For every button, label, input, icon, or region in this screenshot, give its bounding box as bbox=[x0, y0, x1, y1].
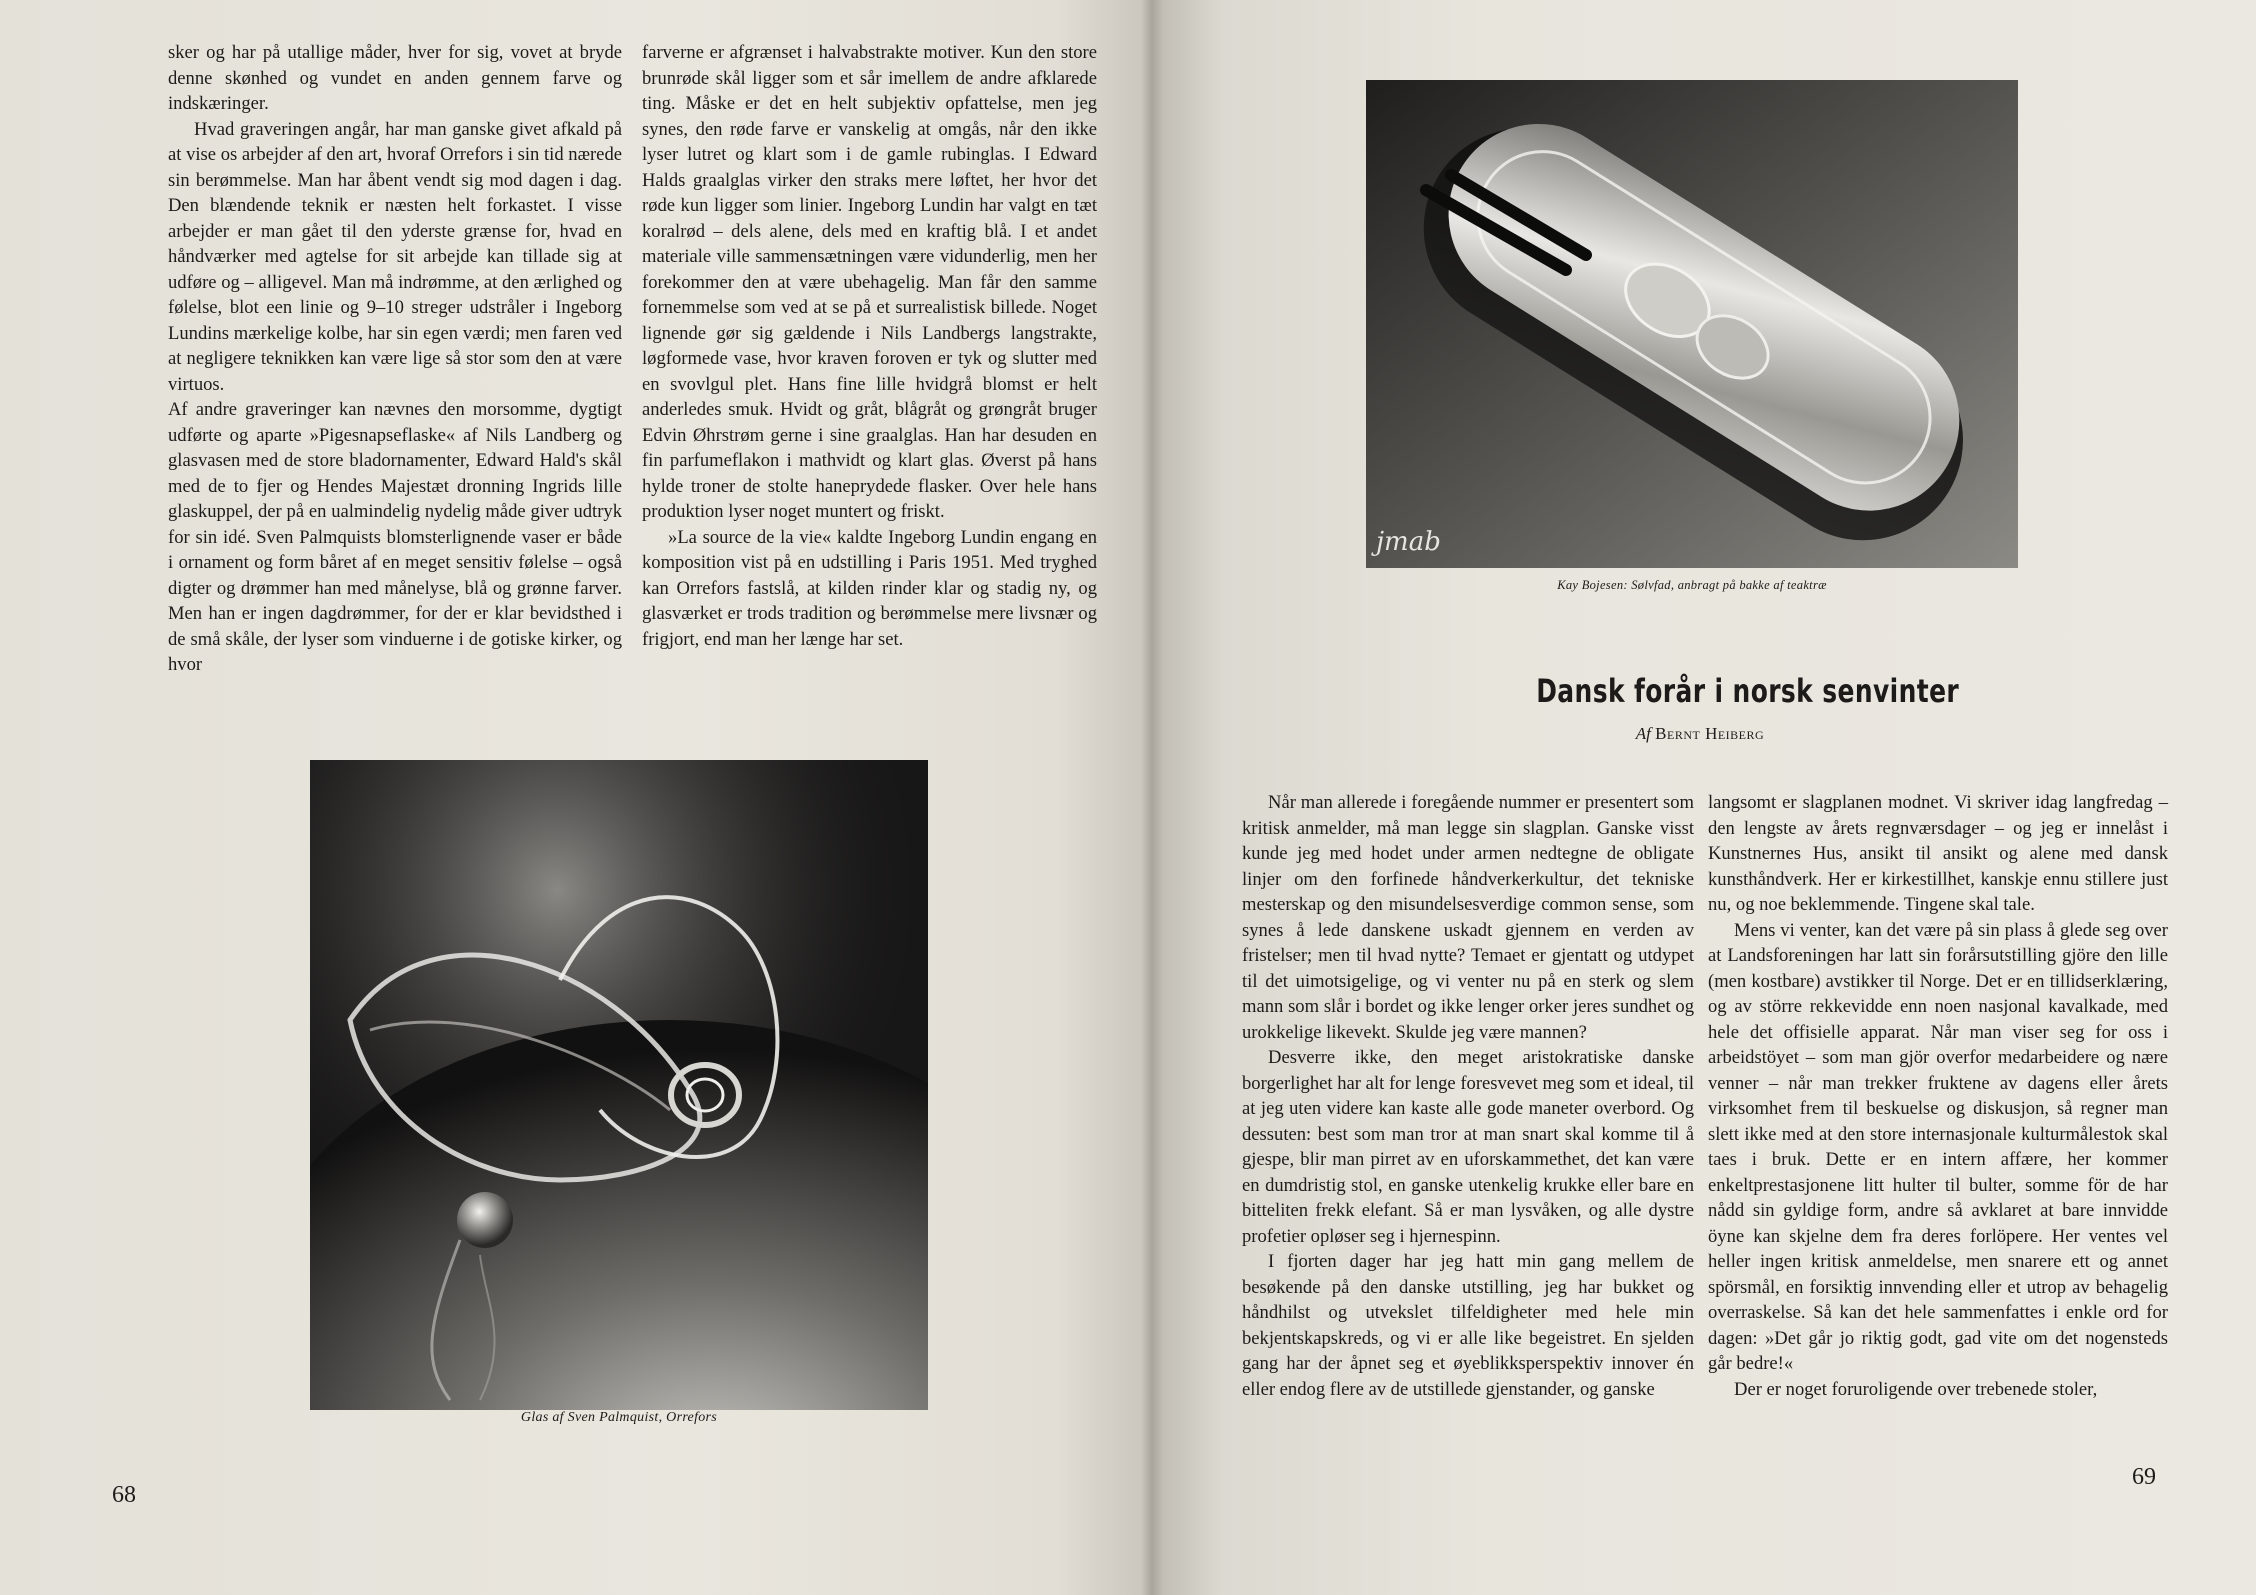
left-col2-paragraph: »La source de la vie« kaldte Ingeborg Lundin engang en komposition vist på en udstilling i Paris 1951. Med tryghed kan Orrefors fastslå, at kilden rinder klar og stadig ny, og glasværket er trods tradition og berømmelse mere livsnær og frigjort, end man her længe har set. bbox=[642, 526, 1097, 650]
byline-prefix: Af bbox=[1635, 724, 1651, 743]
right-col2-paragraph: Der er noget foruroligende over trebenede stoler, bbox=[1734, 1378, 2098, 1400]
page-number-left: 68 bbox=[112, 1482, 136, 1508]
photo-caption-right: Kay Bojesen: Sølvfad, anbragt på bakke af teaktræ bbox=[1557, 578, 1827, 592]
right-column-2 bbox=[1708, 790, 2168, 1402]
left-column-2 bbox=[642, 40, 1097, 652]
glass-bowls-illustration bbox=[310, 760, 928, 1410]
byline-author: Bernt Heiberg bbox=[1655, 724, 1765, 743]
photo-signature: jmab bbox=[1376, 527, 1441, 557]
left-col1-paragraph: Af andre graveringer kan nævnes den morsomme, dygtigt udførte og aparte »Pigesnapseflaske« af Nils Landberg og glasvasen med de store bladornamenter, Edward Hald's skål med de to fjer og Hendes Majestæt dronning Ingrids lille glaskuppel, der på en ualmindelig nydelig måde giver udtryk for sin idé. Sven Palmquists blomsterlignende vaser er både i ornament og form båret af en meget sensitiv følelse – også digter og drømmer han med månelyse, blå og grønne farver. Men han er ingen dagdrømmer, for der er klar bevidsthed i de små skåle, der lyser som vinduerne i de gotiske kirker, og hvor bbox=[168, 399, 622, 675]
article-title: Dansk forår i norsk senvinter bbox=[1536, 672, 1960, 710]
right-col1-paragraph: Når man allerede i foregående nummer er presentert som kritisk anmelder, må man legge sin slagplan. Ganske visst kunde jeg med hodet under armen nedtegne de obligate linjer om den forfinede håndverkerkultur, det tekniske mesterskap og den misundelsesverdige common sense, som synes å lede danskene uskadt gjennem en verden av fristelser; men til hvad nytte? Temaet er gjentatt og utdypet til det uimotsigelige, og vi venter nu på en sterk og slem mann som slår i bordet og ikke lenger orker jeres sundhet og urokkelige likevekt. Skulde jeg være mannen? bbox=[1242, 792, 1694, 1043]
page-number-right: 69 bbox=[2132, 1464, 2156, 1490]
silver-dish-illustration bbox=[1366, 80, 2018, 568]
right-col2-paragraph: langsomt er slagplanen modnet. Vi skriver idag langfredag – den lengste av årets regnværsdager – og jeg er innelåst i Kunstnernes Hus, ansikt til ansikt og alene med dansk kunsthåndverk. Her er kirkestillhet, kanskje ennu stillere just nu, og noe beklemmende. Tingene skal tale. bbox=[1708, 792, 2168, 915]
photo-glass-bowls bbox=[310, 760, 928, 1410]
right-column-1 bbox=[1242, 790, 1694, 1402]
right-col2-paragraph: Mens vi venter, kan det være på sin plass å glede seg over at Landsforeningen har latt sin forårsutstilling gjöre den lille (men kostbare) avstikker til Norge. Det er en tillidserklæring, og av större rekkevidde enn noen nasjonal kavalkade, med hele det offisielle apparat. Når man viser seg for oss i arbeidstöyet – som man gjör overfor medarbeidere og nære venner – når man trekker fruktene av dagens eller årets virksomhet frem til beskuelse og diskusjon, så regner man slett ikke med at den store internasjonale kulturmålestok skal taes i bruk. Dette er en intern affære, her kommer enkeltprestasjonene litt hulter til bulter, somme för de har nådd sin gyldige form, andre så avklaret at bare innvidde öyne kan skjelne dem fra deres forlöpere. Her ventes vel heller ingen kritisk anmeldelse, men snarere ett og annet spörsmål, en forsiktig innvending eller et utrop av behagelig overraskelse. Så kan det hele sammenfattes i enkle ord for dagen: »Det går jo riktig godt, gad vite om det nogensteds går bedre!« bbox=[1708, 919, 2168, 1374]
left-column-1 bbox=[168, 40, 622, 678]
photo-caption-left: Glas af Sven Palmquist, Orrefors bbox=[520, 1410, 718, 1425]
left-col1-paragraph: sker og har på utallige måder, hver for sig, vovet at bryde denne skønhed og vundet en anden gennem farve og indskæringer. bbox=[168, 42, 622, 114]
photo-silver-dish bbox=[1366, 80, 2018, 568]
book-gutter bbox=[1140, 0, 1164, 1595]
article-byline bbox=[1500, 724, 1900, 744]
right-col1-paragraph: I fjorten dager har jeg hatt min gang mellem de besøkende på den danske utstilling, jeg har bukket og håndhilst og utvekslet tilfeldigheter med hele min bekjentskapskreds, og vi er alle like begeistret. En sjelden gang har der åpnet seg et øyeblikksperspektiv innover én eller endog flere av de utstillede gjenstander, og ganske bbox=[1242, 1251, 1694, 1400]
right-col1-paragraph: Desverre ikke, den meget aristokratiske danske borgerlighet har alt for lenge foresvevet meg som et ideal, til at jeg uten videre kan kaste alle gode maneter overbord. Og dessuten: best som man tror at man snart skal komme til å gjespe, blir man pirret av en uforskammethet, det kan være en dumdristig stol, en ganske utenkelig krukke eller bare en bitteliten frekk elefant. Så er man lysvåken, og alle dystre profetier opløser seg i hjernespinn. bbox=[1242, 1047, 1694, 1247]
left-col2-paragraph: farverne er afgrænset i halvabstrakte motiver. Kun den store brunrøde skål ligger som et sår imellem de andre afklarede ting. Måske er det en helt subjektiv opfattelse, men jeg synes, den røde farve er vanskelig at omgås, når den ikke lyser lutret og klart som i de gamle rubinglas. I Edward Halds graalglas virker den straks mere løftet, her hvor det røde kun ligger som linier. Ingeborg Lundin har valgt en tæt koralrød – dels alene, dels med en kraftig blå. I et andet materiale ville sammensætningen være vidunderlig, men her forekommer den at være ubehagelig. Man får den samme fornemmelse som ved at se på et surrealistisk billede. Noget lignende gør sig gældende i Nils Landbergs langstrakte, løgformede vase, hvor kraven foroven er tyk og slutter med en svovlgul plet. Hans fine lille hvidgrå blomst er helt anderledes smuk. Hvidt og gråt, blågråt og grøngråt bruger Edvin Øhrstrøm gerne i sine graalglas. Han har desuden en fin parfumeflakon i mathvidt og klart glas. Øverst på hans hylde troner de stolte haneprydede flasker. Over hele hans produktion lyser noget muntert og friskt. bbox=[642, 42, 1097, 522]
left-col1-paragraph: Hvad graveringen angår, har man ganske givet afkald på at vise os arbejder af den art, hvoraf Orrefors i sin tid nærede sin berømmelse. Man har åbent vendt sig mod dagen i dag. Den blændende teknik er næsten helt forkastet. I visse arbejder er man gået til den yderste grænse for, hvad en håndværker med agtelse for sit arbejde kan tillade sig at udføre og – alligevel. Man må indrømme, at den ærlighed og følelse, blot een linie og 9–10 streger udstråler i Ingeborg Lundins mærkelige kolbe, har sin egen værdi; men faren ved at negligere teknikken kan være lige så stor som den at være virtuos. bbox=[168, 118, 622, 395]
